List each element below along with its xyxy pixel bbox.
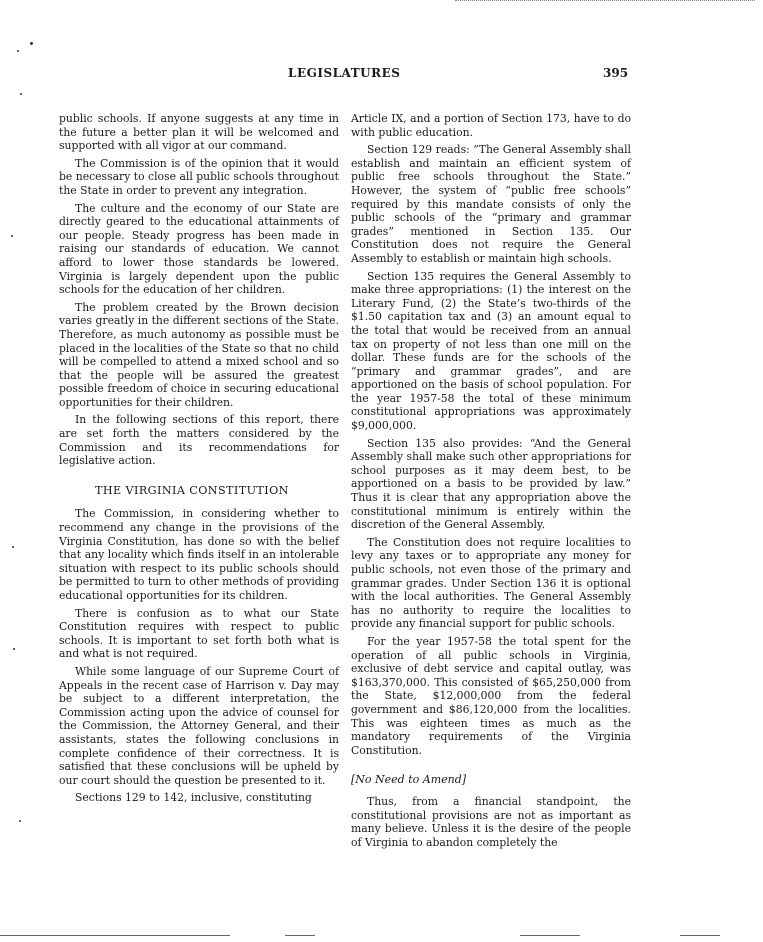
- paragraph: In the following sections of this report, there are set forth the matters considered by the Commission and its recommendations for legislative action.: [59, 413, 339, 468]
- scan-speck: [12, 546, 14, 548]
- paragraph: The Constitution does not require localities to levy any taxes or to appropriate any money for public schools, not even those of the primary and grammar grades. Under Section 136 it is optional with the local authorities. The General Assembly has no authority to require the localities to provide any financial support for public schools.: [351, 535, 631, 631]
- scan-bottom-edge: [285, 935, 315, 936]
- left-column: [59, 112, 339, 809]
- paragraph: Sections 129 to 142, inclusive, constituting: [75, 791, 312, 805]
- running-head: LEGISLATURES: [288, 66, 401, 80]
- scan-speck: [17, 50, 19, 52]
- scan-speck: [30, 42, 33, 45]
- paragraph: The problem created by the Brown decision varies greatly in the different sections of the State. Therefore, as much autonomy as possible must be placed in the localities of the State so that no child will be compelled to attend a mixed school and so that the people will be assured the greatest possible freedom of choice in securing educational opportunities for their children.: [59, 300, 339, 409]
- paragraph: While some language of our Supreme Court of Appeals in the recent case of Harrison v. Day may be subject to a different interpretation, the Commission acting upon the advice of counsel for the Commission, the Attorney General, and their assistants, states the following conclusions in complete confidence of their correctness. It is satisfied that these conclusions will be upheld by our court should the question be presented to it.: [59, 664, 339, 787]
- page-number: 395: [603, 66, 629, 80]
- paragraph: Section 129 reads: “The General Assembly shall establish and maintain an efficient system of public free schools throughout the State.” However, the system of “public free schools” required by this mandate consists of only the public schools of the “primary and grammar grades” mentioned in Section 135. Our Constitution does not require the General Assembly to establish or maintain high schools.: [351, 143, 631, 265]
- paragraph: Thus, from a financial standpoint, the constitutional provisions are not as important as many believe. Unless it is the desire of the people of Virginia to abandon completely the: [351, 794, 631, 849]
- paragraph: Section 135 requires the General Assembly to make three appropriations: (1) the interest on the Literary Fund, (2) the State’s two-thirds of the $1.50 capitation tax and (3) an amount equal to the total that would be received from an annual tax on property of not less than one mill on the dollar. These funds are for the schools of the “primary and grammar grades”, and are apportioned on the basis of school population. For the year 1957-58 the total of these minimum constitutional appropriations was approximately $9,000,000.: [351, 269, 631, 433]
- paragraph: The Commission, in considering whether to recommend any change in the provisions of the Virginia Constitution, has done so with the belief that any locality which finds itself in an intolerable situation with respect to its public schools should be permitted to turn to other methods of providing educational opportunities for its children.: [59, 507, 339, 602]
- scan-speck: [19, 820, 21, 822]
- paragraph: public schools. If anyone suggests at any time in the future a better plan it will be welcomed and supported with all vigor at our command.: [59, 112, 339, 153]
- scan-speck: [11, 235, 13, 237]
- paragraph: Article IX, and a portion of Section 173, have to do with public education.: [351, 112, 631, 139]
- paragraph: For the year 1957-58 the total spent for the operation of all public schools in Virginia, exclusive of debt service and capital outlay, was $163,370,000. This consisted of $65,250,000 from the State, $12,000,000 from the federal government and $86,120,000 from the localities. This was eighteen times as much as the mandatory requirements of the Virginia Constitution.: [351, 634, 631, 757]
- scan-bottom-edge: [0, 935, 230, 936]
- section-heading: THE VIRGINIA CONSTITUTION: [95, 483, 289, 497]
- paragraph: Section 135 also provides: “And the General Assembly shall make such other appropriations for school purposes as it may deem best, to be apportioned on a basis to be provided by law.” Thus it is clear that any appropriation above the constitutional minimum is entirely within the discretion of the General Assembly.: [351, 436, 631, 532]
- scan-bottom-edge: [680, 935, 720, 936]
- paragraph: There is confusion as to what our State Constitution requires with respect to public schools. It is important to set forth both what is and what is not required.: [59, 606, 339, 661]
- page-header: [0, 66, 763, 86]
- subsection-heading: [No Need to Amend]: [351, 773, 467, 787]
- paragraph: The culture and the economy of our State are directly geared to the educational attainments of our people. Steady progress has been made in raising our standards of education. We cannot afford to lower those standards be lowered. Virginia is largely dependent upon the public schools for the education of her children.: [59, 201, 339, 297]
- top-edge-dotted-line: [455, 0, 755, 5]
- right-column: [351, 112, 631, 853]
- scan-speck: [13, 648, 15, 650]
- scan-speck: [20, 93, 22, 95]
- scan-bottom-edge: [520, 935, 580, 936]
- paragraph: The Commission is of the opinion that it would be necessary to close all public schools throughout the State in order to prevent any integration.: [59, 156, 339, 197]
